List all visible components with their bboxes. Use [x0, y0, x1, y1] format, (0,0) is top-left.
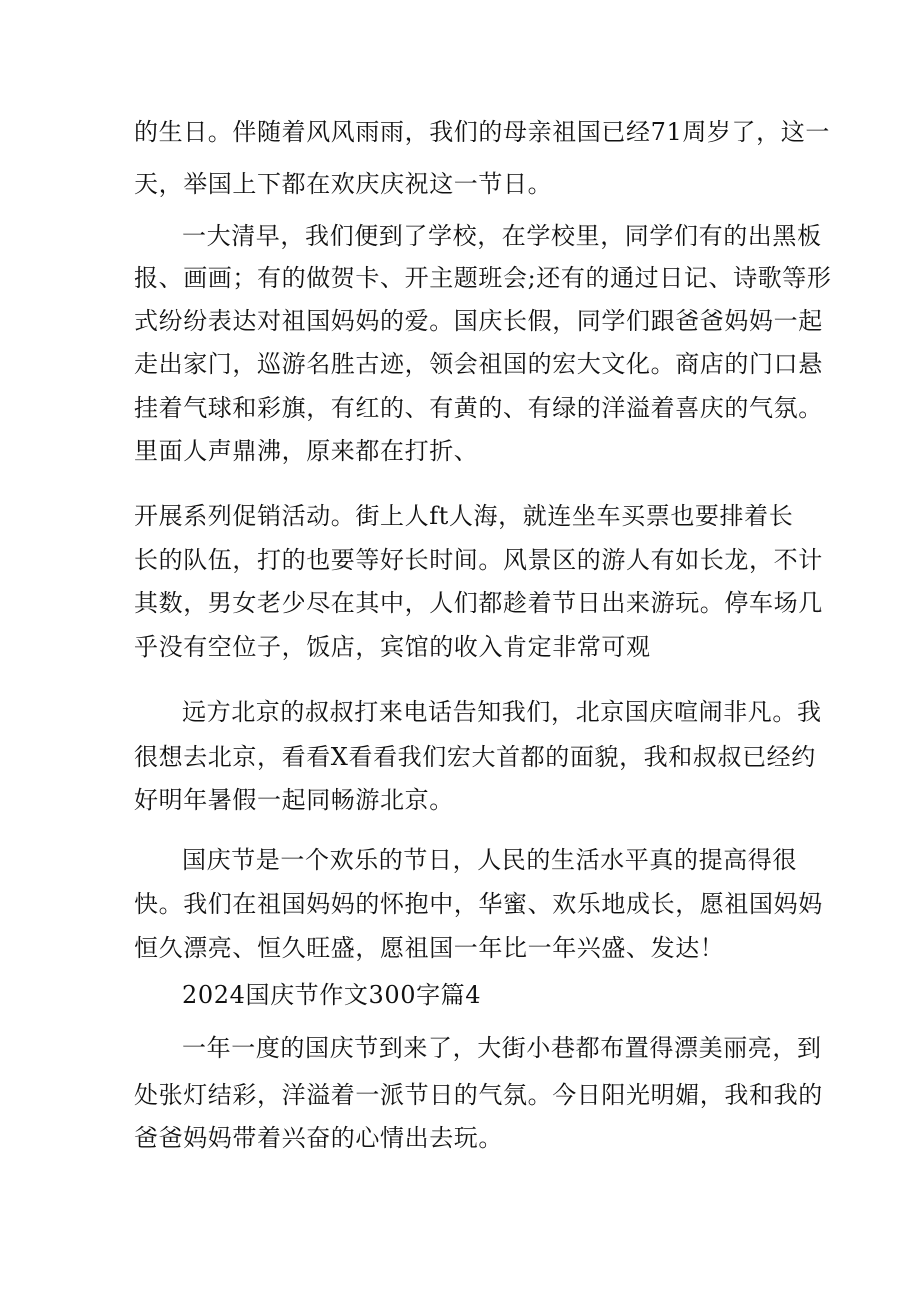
- paragraph-line: 里面人声鼎沸，原来都在打折、: [134, 437, 479, 465]
- paragraph-line: 快。我们在祖国妈妈的怀抱中，华蜜、欢乐地成长，愿祖国妈妈: [134, 890, 823, 918]
- paragraph-line: 国庆节是一个欢乐的节日，人民的生活水平真的提高得很: [182, 846, 797, 874]
- section-heading: 2024国庆节作文300字篇4: [182, 981, 482, 1009]
- paragraph-line: 式纷纷表达对祖国妈妈的爱。国庆长假，同学们跟爸爸妈妈一起: [134, 307, 823, 335]
- paragraph-line: 乎没有空位子，饭店，宾馆的收入肯定非常可观: [134, 633, 651, 661]
- paragraph-line: 报、画画；有的做贺卡、开主题班会;还有的通过日记、诗歌等形: [134, 264, 832, 292]
- paragraph-line: 的生日。伴随着风风雨雨，我们的母亲祖国已经71周岁了，这一: [134, 118, 830, 146]
- paragraph-line: 开展系列促销活动。街上人ft人海，就连坐车买票也要排着长: [134, 502, 794, 530]
- paragraph-line: 一年一度的国庆节到来了，大街小巷都布置得漂美丽亮，到: [182, 1034, 822, 1062]
- paragraph-line: 爸爸妈妈带着兴奋的心情出去玩。: [134, 1124, 503, 1152]
- paragraph-line: 挂着气球和彩旗，有红的、有黄的、有绿的洋溢着喜庆的气氛。: [134, 394, 823, 422]
- paragraph-line: 好明年暑假一起同畅游北京。: [134, 786, 454, 814]
- paragraph-line: 很想去北京，看看X看看我们宏大首都的面貌，我和叔叔已经约: [134, 743, 816, 771]
- paragraph-line: 处张灯结彩，洋溢着一派节日的气氛。今日阳光明媚，我和我的: [134, 1081, 823, 1109]
- paragraph-line: 恒久漂亮、恒久旺盛，愿祖国一年比一年兴盛、发达！: [134, 934, 725, 962]
- paragraph-line: 天，举国上下都在欢庆庆祝这一节日。: [134, 170, 553, 198]
- paragraph-line: 其数，男女老少尽在其中，人们都趁着节日出来游玩。停车场几: [134, 589, 823, 617]
- paragraph-line: 走出家门，巡游名胜古迹，领会祖国的宏大文化。商店的门口悬: [134, 350, 823, 378]
- paragraph-line: 长的队伍，打的也要等好长时间。风景区的游人有如长龙，不计: [134, 546, 823, 574]
- paragraph-line: 远方北京的叔叔打来电话告知我们，北京国庆喧闹非凡。我: [182, 698, 822, 726]
- paragraph-line: 一大清早，我们便到了学校，在学校里，同学们有的出黑板: [182, 222, 822, 250]
